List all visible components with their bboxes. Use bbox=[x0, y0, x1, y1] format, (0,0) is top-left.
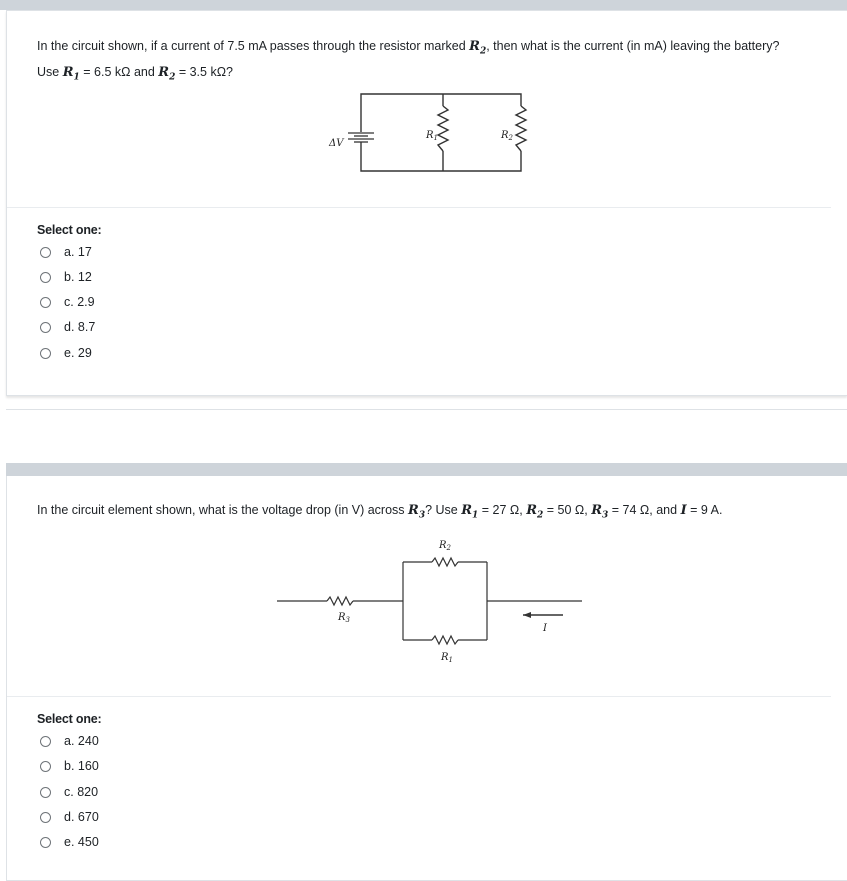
question-2-card bbox=[6, 476, 847, 881]
separator bbox=[7, 207, 831, 208]
r2-label: $R_2$ bbox=[439, 540, 451, 552]
option-d[interactable]: d. 670 bbox=[37, 807, 99, 827]
r3-label: $R_3$ bbox=[338, 612, 350, 624]
separator bbox=[7, 696, 831, 697]
option-a[interactable]: a. 240 bbox=[37, 731, 99, 751]
r2-label: $R_2$ bbox=[501, 130, 513, 142]
resistor-r3 bbox=[327, 597, 353, 605]
option-a[interactable]: a. 17 bbox=[37, 242, 92, 262]
option-d[interactable]: d. 8.7 bbox=[37, 317, 95, 337]
option-b[interactable]: b. 160 bbox=[37, 756, 99, 776]
option-b[interactable]: b. 12 bbox=[37, 267, 92, 287]
radio-button[interactable] bbox=[40, 348, 51, 359]
top-bar bbox=[0, 0, 847, 10]
radio-button[interactable] bbox=[40, 272, 51, 283]
option-e[interactable]: e. 29 bbox=[37, 343, 92, 363]
r1-label: $R_1$ bbox=[441, 652, 453, 664]
radio-button[interactable] bbox=[40, 837, 51, 848]
question-1-card bbox=[6, 10, 847, 396]
r1-label: $R_1$ bbox=[426, 130, 438, 142]
resistor-r1 bbox=[438, 106, 448, 151]
circuit-diagram-1 bbox=[307, 86, 537, 186]
radio-button[interactable] bbox=[40, 736, 51, 747]
question-1-text: In the circuit shown, if a current of 7.5 mA passes through the resistor marked $R_2$, then what is the current (in mA) leaving the battery? Use $R_1 = 6.5$ kΩ and $R_2 = 3.5$ kΩ? bbox=[37, 39, 780, 83]
resistor-r2 bbox=[516, 106, 526, 151]
radio-button[interactable] bbox=[40, 297, 51, 308]
current-arrow-icon bbox=[523, 612, 531, 618]
radio-button[interactable] bbox=[40, 787, 51, 798]
resistor-r2 bbox=[432, 558, 458, 566]
option-e[interactable]: e. 450 bbox=[37, 832, 99, 852]
radio-button[interactable] bbox=[40, 322, 51, 333]
select-one-label: Select one: bbox=[37, 712, 102, 726]
question-2-text: In the circuit element shown, what is the voltage drop (in V) across $R_3$? Use $R_1 = 27$ Ω, $R_2 = 50$ Ω, $R_3 = 74$ Ω, and I = 9 A. bbox=[37, 503, 723, 521]
option-c[interactable]: c. 2.9 bbox=[37, 292, 95, 312]
radio-button[interactable] bbox=[40, 812, 51, 823]
circuit-diagram-2 bbox=[277, 536, 597, 676]
battery-label: ΔV bbox=[329, 138, 344, 149]
question-2-header-bar bbox=[6, 463, 847, 476]
option-c[interactable]: c. 820 bbox=[37, 782, 98, 802]
current-label: I bbox=[543, 623, 547, 634]
battery-icon bbox=[348, 133, 374, 142]
question-1-footer bbox=[6, 396, 847, 410]
radio-button[interactable] bbox=[40, 247, 51, 258]
resistor-r1 bbox=[432, 636, 458, 644]
select-one-label: Select one: bbox=[37, 223, 102, 237]
radio-button[interactable] bbox=[40, 761, 51, 772]
